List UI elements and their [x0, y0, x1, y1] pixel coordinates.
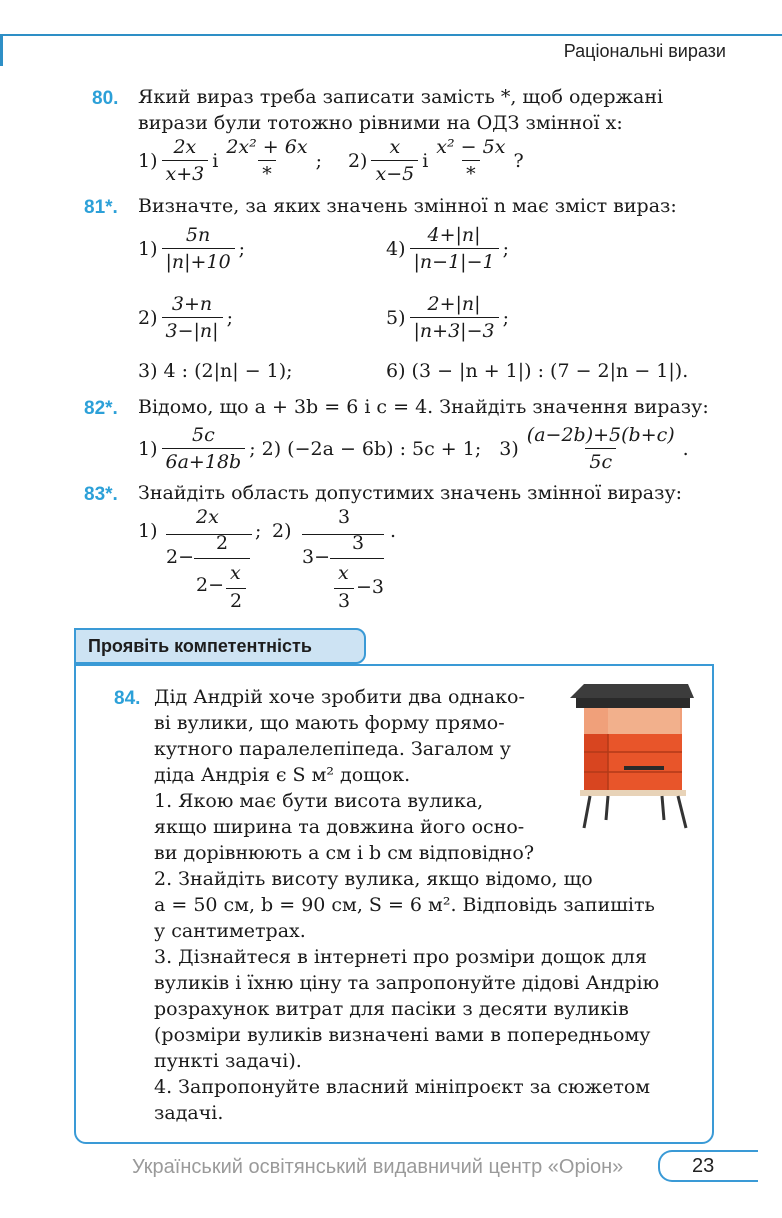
problem-81-item-1 [138, 224, 245, 273]
problem-number-81: 81*. [84, 197, 118, 218]
item-label: 2) [347, 149, 368, 172]
problem-84-line: 1. Якою має бути висота вулика, [154, 790, 484, 812]
numerator: (a−2b)+5(b+c) [526, 424, 675, 446]
numerator: 2+|n| [427, 293, 481, 315]
problem-84-line: якщо ширина та довжина його осно- [154, 816, 525, 838]
problem-84-line: 4. Запропонуйте власний мініпроєкт за сюжетом [154, 1076, 651, 1098]
fraction [222, 136, 311, 185]
inner-numerator: 3 [352, 532, 365, 554]
problem-82-expressions [138, 424, 689, 473]
problem-81-item-6: 6) (3 − |n + 1|) : (7 − 2|n − 1|). [386, 360, 689, 382]
conjunction: і [422, 149, 429, 172]
problem-84-line: кутного паралелепіпеда. Загалом у [154, 738, 511, 760]
separator: ; [502, 237, 509, 260]
inner-denominator-part: 2− [196, 574, 225, 596]
problem-84-line: розрахунок витрат для пасіки з десяти вуликів [154, 998, 629, 1020]
fraction [162, 424, 246, 473]
problem-83-item-2 [272, 506, 402, 616]
denominator: |n+3|−3 [410, 317, 499, 342]
fraction [162, 293, 223, 342]
problem-number-80: 80. [92, 88, 119, 109]
problem-80-text-1: Який вираз треба записати замість *, щоб одержані [138, 86, 664, 108]
denominator: * [462, 160, 480, 185]
problem-84-line: пункті задачі). [154, 1050, 302, 1072]
denominator: |n|+10 [162, 248, 235, 273]
separator: ; [226, 306, 233, 329]
beehive-illustration [566, 680, 698, 830]
main-fraction-bar [166, 534, 252, 535]
page-number: 23 [692, 1155, 715, 1177]
numerator: 2x² + 6x [226, 136, 308, 158]
item-label: 3) [499, 437, 519, 460]
numerator: x [389, 136, 401, 158]
denominator-part: 2− [166, 546, 195, 568]
fraction [162, 136, 209, 185]
denominator: 6a+18b [162, 448, 246, 473]
denominator: x−5 [371, 160, 418, 185]
problem-84-line: 2. Знайдіть висоту вулика, якщо відомо, що [154, 868, 593, 890]
inner-inner-denominator: 2 [230, 590, 243, 612]
inner-inner-numerator: x [230, 562, 241, 584]
main-fraction-bar [302, 534, 384, 535]
fraction [523, 424, 679, 473]
numerator: 3 [338, 506, 351, 528]
numerator: 3+n [171, 293, 213, 315]
separator: ; [502, 306, 509, 329]
denominator: 5c [585, 448, 616, 473]
publisher-footer: Український освітянський видавничий центр «Оріон» [132, 1156, 624, 1178]
fraction [162, 224, 235, 273]
fraction [410, 224, 499, 273]
numerator: 4+|n| [427, 224, 481, 246]
separator: ; [255, 520, 262, 542]
problem-84-line: Дід Андрій хоче зробити два однако- [154, 686, 525, 708]
page-number-tab [658, 1150, 758, 1182]
inner-fraction-bar [330, 558, 384, 559]
denominator: x+3 [162, 160, 209, 185]
problem-84-line: вуликів і їхню ціну та запропонуйте дідові Андрію [154, 972, 660, 994]
problem-83-item-1 [138, 506, 268, 616]
inner-inner-fraction-bar [334, 588, 354, 589]
denominator-part: 3− [302, 546, 331, 568]
competence-tab [74, 628, 366, 664]
problem-81-item-3: 3) 4 : (2|n| − 1); [138, 360, 293, 382]
item-label: 2) [138, 306, 158, 329]
fraction [410, 293, 499, 342]
inner-fraction-bar [194, 558, 250, 559]
question-mark: ? [513, 149, 524, 172]
numerator: 5c [191, 424, 215, 446]
inner-inner-numerator: x [338, 562, 349, 584]
item-label: 1) [138, 437, 158, 460]
fraction [432, 136, 509, 185]
problem-81-item-2 [138, 293, 233, 342]
separator: ; [315, 149, 322, 172]
denominator: |n−1|−1 [410, 248, 499, 273]
page-header [0, 34, 782, 66]
problem-number-83: 83*. [84, 484, 118, 505]
fraction [371, 136, 418, 185]
denominator: 3−|n| [162, 317, 223, 342]
item-label: 2) [272, 520, 292, 542]
problem-80-expressions [138, 136, 524, 185]
numerator: 2x [196, 506, 219, 528]
conjunction: і [212, 149, 219, 172]
item-label: 1) [138, 149, 158, 172]
separator: ; [249, 437, 256, 460]
separator: ; [238, 237, 246, 260]
header-accent-bar [0, 36, 3, 66]
inner-inner-denominator: 3 [338, 590, 351, 612]
problem-80-text-2: вирази були тотожно рівними на ОДЗ змінної x: [138, 112, 623, 134]
problem-81-item-5 [386, 293, 509, 342]
item-label: 4) [386, 237, 406, 260]
problem-84-line: діда Андрія є S м² дощок. [154, 764, 411, 786]
problem-81-text: Визначте, за яких значень змінної n має зміст вираз: [138, 195, 677, 217]
item-label: 5) [386, 306, 406, 329]
numerator: 5n [185, 224, 211, 246]
problem-number-82: 82*. [84, 398, 118, 419]
period: . [682, 437, 689, 460]
inner-inner-fraction-bar [226, 588, 246, 589]
problem-84-line: ви дорівнюють a см і b см відповідно? [154, 842, 535, 864]
problem-81-item-4 [386, 224, 509, 273]
inner-denominator-part: −3 [356, 576, 385, 598]
problem-84-line: у сантиметрах. [154, 920, 306, 942]
item-label: 1) [138, 237, 158, 260]
problem-84-line: (розміри вуликів визначені вами в попередньому [154, 1024, 651, 1046]
problem-83-text: Знайдіть область допустимих значень змінної виразу: [138, 482, 683, 504]
problem-84-line: задачі. [154, 1102, 224, 1124]
item-label: 1) [138, 520, 158, 542]
denominator: * [258, 160, 276, 185]
numerator: 2x [173, 136, 197, 158]
numerator: x² − 5x [436, 136, 506, 158]
problem-84-line: 3. Дізнайтеся в інтернеті про розміри дощок для [154, 946, 647, 968]
problem-84-line: ві вулики, що мають форму прямо- [154, 712, 505, 734]
item-2-expression: 2) (−2a − 6b) : 5c + 1; [261, 437, 482, 460]
problem-84-line: a = 50 см, b = 90 см, S = 6 м². Відповідь запишіть [154, 894, 655, 916]
problem-82-text: Відомо, що a + 3b = 6 і c = 4. Знайдіть значення виразу: [138, 396, 709, 418]
competence-label: Проявіть компетентність [88, 636, 312, 656]
problem-number-84: 84. [114, 688, 141, 709]
section-title: Раціональні вирази [563, 41, 726, 61]
period: . [390, 520, 397, 542]
inner-numerator: 2 [216, 532, 229, 554]
